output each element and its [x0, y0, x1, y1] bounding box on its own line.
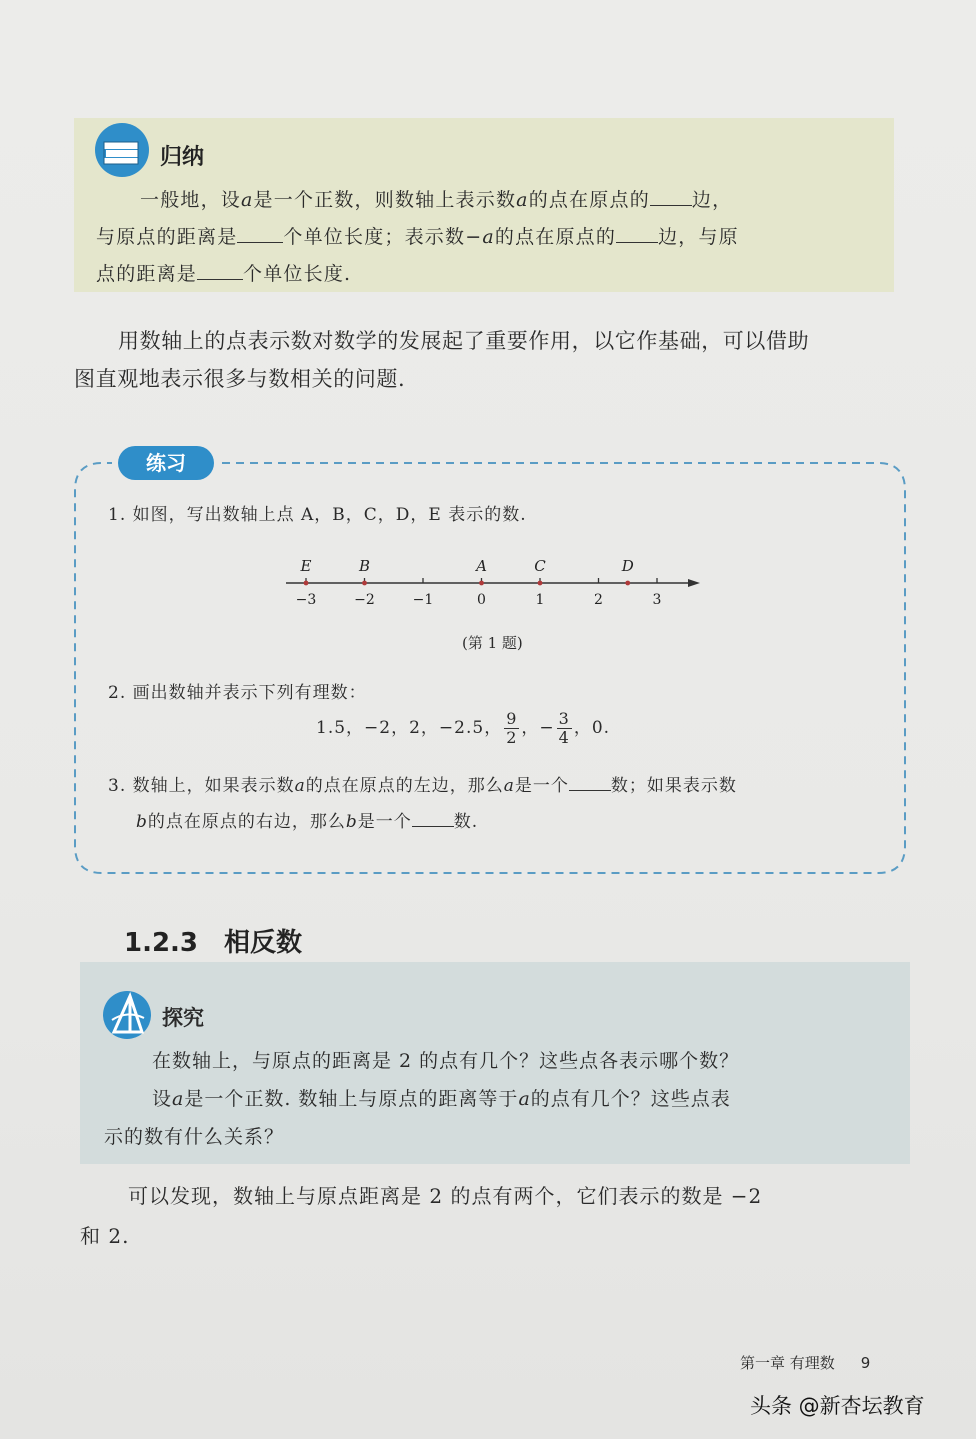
- section-heading: 1.2.3 相反数: [124, 928, 303, 958]
- chapter-label: 第一章 有理数: [740, 1354, 835, 1372]
- book-stack-icon: [94, 122, 150, 178]
- fraction-three-quarters: $\frac{3}{4}$: [558, 709, 570, 747]
- number-line-point-label: E: [300, 557, 312, 575]
- number-line-tick-label: 2: [594, 592, 603, 608]
- page-number: 9: [860, 1354, 871, 1372]
- answer-blank[interactable]: [616, 224, 658, 243]
- explore-text: 在数轴上，与原点的距离是 2 的点有几个？这些点各表示哪个数？ 设a是一个正数. 数轴上与原点的距离等于a的点有几个？这些点表 示的数有什么关系？: [104, 1050, 740, 1148]
- number-line-point-label: A: [476, 557, 487, 575]
- compass-triangle-icon: [102, 990, 152, 1040]
- answer-blank[interactable]: [650, 187, 692, 206]
- conclusion-paragraph: 可以发现，数轴上与原点距离是 2 的点有两个，它们表示的数是 −2 和 2.: [80, 1184, 763, 1248]
- number-line-tick-label: 1: [535, 592, 545, 608]
- question-2-numbers: 1.5，−2，2，−2.5， $\frac{9}{2}$ ，− $\frac{3}{4}$ ，0.: [316, 709, 611, 747]
- explore-title: 探究: [162, 1006, 204, 1030]
- number-line-tick-label: −1: [412, 592, 434, 608]
- figure-caption: (第 1 题): [462, 634, 523, 652]
- fraction-nine-halves: $\frac{9}{2}$: [506, 709, 518, 747]
- practice-label: 练习: [118, 446, 214, 480]
- number-line-point-e: [304, 581, 309, 586]
- intro-paragraph: 用数轴上的点表示数对数学的发展起了重要作用，以它作基础，可以借助 图直观地表示很多与数相关的问题.: [74, 329, 810, 391]
- question-1: 1. 如图，写出数轴上点 A，B，C，D，E 表示的数.: [108, 505, 527, 525]
- question-2: 2. 画出数轴并表示下列有理数：: [108, 683, 367, 703]
- number-line-point-label: B: [358, 557, 371, 575]
- number-line-tick-label: −2: [354, 592, 375, 608]
- number-line: [280, 555, 710, 615]
- number-line-point-label: D: [621, 557, 634, 575]
- number-line-tick-label: −3: [295, 592, 317, 608]
- number-line-point-a: [479, 581, 484, 586]
- summary-title: 归纳: [160, 145, 205, 170]
- number-line-point-d: [625, 581, 630, 586]
- watermark: 头条 @新杏坛教育: [750, 1394, 925, 1418]
- page-footer: [740, 1352, 870, 1373]
- number-line-point-label: C: [534, 557, 546, 575]
- answer-blank[interactable]: [412, 808, 454, 827]
- number-line-tick-label: 0: [477, 592, 486, 608]
- answer-blank[interactable]: [569, 772, 611, 791]
- summary-text: 一般地，设a是一个正数，则数轴上表示数a的点在原点的 边， 与原点的距离是 个单位长度；表示数−a的点在原点的 边，与原 点的距离是 个单位长度.: [96, 189, 739, 285]
- number-line-tick-label: 3: [652, 592, 662, 608]
- answer-blank[interactable]: [197, 261, 243, 280]
- answer-blank[interactable]: [237, 224, 283, 243]
- number-line-point-c: [538, 581, 543, 586]
- question-3: 3. 数轴上，如果表示数a的点在原点的左边，那么a是一个 数；如果表示数 b的点在原点的右边，那么b是一个 数.: [108, 768, 878, 840]
- number-line-point-b: [362, 581, 367, 586]
